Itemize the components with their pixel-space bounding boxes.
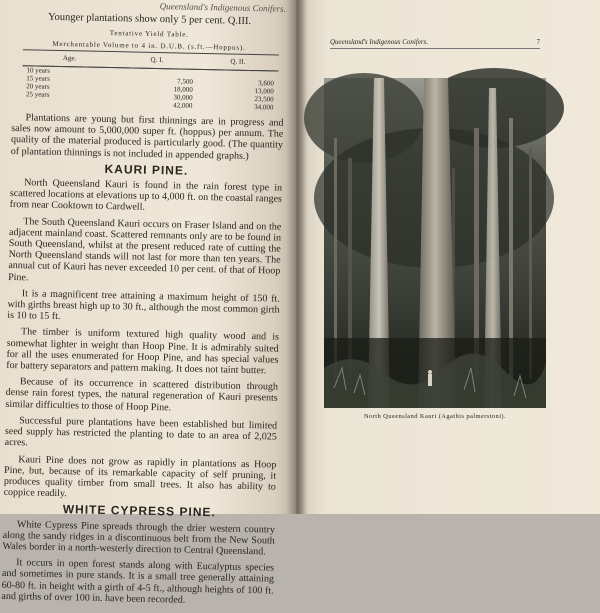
kauri-paragraph: North Queensland Kauri is found in the rain forest type in scattered locations at elevations up to 4,000 ft. on the coastal ranges from near Cooktown to Cardwell.: [9, 177, 283, 214]
book-gutter: [286, 0, 308, 514]
yield-table: [22, 49, 279, 112]
table-cell: 42,000: [173, 101, 193, 110]
kauri-paragraph: Because of its occurrence in scattered distribution through dense rain forest types, the natural regeneration of Kauri presents similar difficulties to those of Hoop Pine.: [5, 376, 279, 414]
table-header-age: Age.: [23, 50, 117, 68]
table-cell: 23,500: [254, 95, 274, 104]
table-cell: 25 years: [25, 90, 50, 99]
photo-caption: North Queensland Kauri (Agathis palmerstoni).: [363, 413, 506, 420]
right-running-head-text: Queensland's Indigenous Conifers.: [330, 38, 429, 46]
table-cell: [22, 98, 116, 108]
left-page-text: [1, 0, 286, 613]
cypress-paragraph: White Cypress Pine spreads through the drier western country along the sandy ridges in a discontinuous belt from the New South Wales border in a north-westerly direction to Central Queensland.: [2, 518, 276, 558]
table-cell: 34,000: [254, 103, 274, 112]
kauri-paragraph: Kauri Pine does not grow as rapidly in plantations as Hoop Pine, but, because of its remarkable capacity of self pruning, it produces quality timber from small trees. It also has ability to coppice readily.: [3, 453, 277, 500]
right-running-head: [330, 38, 540, 49]
kauri-paragraph: The timber is uniform textured high quality wood and is somewhat lighter in weight than Hoop Pine. It is admirably suited for all the uses enumerated for Hoop Pine, and has special values for battery separators and pattern making. It does not taint butter.: [6, 326, 280, 377]
table-cell: 18,000: [173, 85, 193, 94]
cypress-paragraph: It occurs in open forest stands along with Eucalyptus species and sometimes in pure stands. It is a small tree generally attaining 60-80 ft. in height with a girth of 4-5 ft., although heights of 100 ft. and girths of over 100 in. have been recorded.: [1, 557, 275, 606]
page-number: 7: [536, 38, 540, 46]
intro-line: Younger plantations show only 5 per cent. Q.III.: [47, 11, 252, 28]
kauri-forest-photo: [324, 78, 546, 408]
table-cell: 3,600: [258, 79, 275, 88]
table-cell: 30,000: [173, 93, 193, 102]
left-running-head: Queensland's Indigenous Conifers.: [159, 1, 286, 14]
table-header-q1: Q. I.: [116, 51, 197, 69]
kauri-paragraph: It is a magnificent tree attaining a maximum height of 150 ft. with girths breast high up to 30 ft., although the most common girth is 10 to 15 ft.: [7, 288, 280, 323]
left-page: [0, 0, 296, 606]
table-cell: 7,500: [177, 77, 194, 86]
table-cell: 20 years: [26, 82, 50, 91]
table-title: Tentative Yield Table.: [109, 29, 189, 40]
cypress-heading: WHITE CYPRESS PINE.: [62, 502, 216, 520]
table-cell: 10 years: [26, 66, 51, 75]
table-subtitle: Merchantable Volume to 4 in. D.U.B. (s.ft.—Hoppus).: [52, 39, 246, 52]
table-header-q2: Q. II.: [197, 53, 278, 71]
forest-illustration: [324, 78, 546, 408]
kauri-heading: KAURI PINE.: [104, 161, 189, 178]
kauri-paragraph: The South Queensland Kauri occurs on Fraser Island and on the adjacent mainland coast. Scattered remnants only are to be found in South Queensland, whilst at the present reduced rate of cutting the North Queensland stands will not last for more than ten years. The annual cut of Kauri has never exceeded 10 per cent. of that of Hoop Pine.: [8, 215, 282, 284]
plantations-paragraph: Plantations are young but first thinnings are in progress and sales now amount to 5,000,000 super ft. (hoppus) per annum. The quality of the material produced is particularly good. (The quantity of plantation thinnings is not included in appended graphs.): [10, 112, 284, 162]
table-cell: 13,000: [254, 87, 274, 96]
table-cell: 15 years: [26, 74, 50, 83]
kauri-paragraph: Successful pure plantations have been established but limited seed supply has restricted the planting to date to an area of 2,025 acres.: [4, 415, 278, 449]
